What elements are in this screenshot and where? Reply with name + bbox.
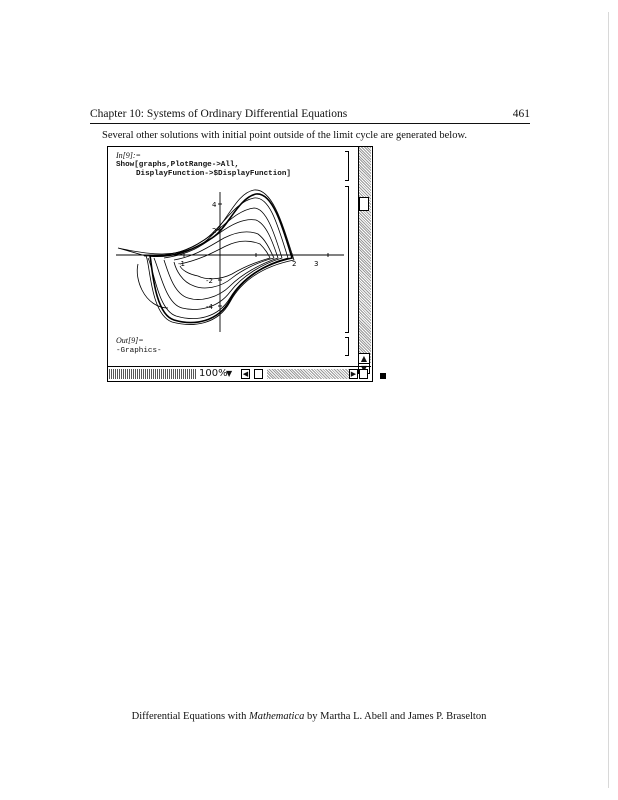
status-bar — [107, 366, 371, 381]
phase-plot — [114, 182, 344, 337]
y-tick-label: 4 — [212, 201, 217, 209]
resize-icon[interactable] — [359, 369, 368, 379]
status-pattern — [109, 369, 197, 379]
y-tick-label: 2 — [212, 227, 217, 235]
chapter-title: Chapter 10: Systems of Ordinary Differential Equations — [90, 108, 348, 120]
y-tick-label: -4 — [206, 303, 213, 311]
code-line-2[interactable]: DisplayFunction->$DisplayFunction] — [136, 170, 291, 178]
limit-cycle — [150, 194, 292, 323]
scroll-right-icon[interactable]: ▶ — [350, 370, 357, 378]
header-rule — [90, 123, 530, 124]
arrow-up-icon[interactable]: ▲ — [358, 353, 370, 364]
input-cell-bracket[interactable] — [345, 151, 349, 181]
chevron-down-icon[interactable]: ▼ — [226, 369, 233, 378]
scroll-left-icon[interactable]: ◀ — [242, 370, 249, 378]
page-number: 461 — [512, 108, 530, 120]
scroll-thumb[interactable] — [359, 197, 369, 211]
vertical-scrollbar[interactable] — [358, 147, 371, 363]
output-cell-bracket[interactable] — [345, 337, 349, 356]
running-header — [90, 108, 530, 122]
body-paragraph: Several other solutions with initial point outside of the limit cycle are generated below. — [102, 130, 467, 141]
x-tick-label: 2 — [292, 260, 297, 268]
x-tick-label: 3 — [314, 260, 319, 268]
footer-text-pre: Differential Equations with — [131, 711, 249, 722]
y-tick-label: -2 — [206, 277, 213, 285]
solution-curve-5 — [174, 232, 274, 288]
x-tick-label: -1 — [178, 260, 185, 268]
output-label: Out[9]= — [116, 336, 144, 345]
horizontal-scrollbar[interactable] — [267, 369, 349, 379]
end-of-example-square — [380, 373, 386, 379]
footer-text-post: by Martha L. Abell and James P. Braselton — [304, 711, 487, 722]
input-label: In[9]:= — [116, 151, 141, 160]
footer-text-italic: Mathematica — [248, 711, 305, 722]
zoom-level[interactable]: 100% — [199, 368, 228, 379]
page-footer — [0, 711, 618, 722]
page-icon[interactable] — [254, 369, 263, 379]
solution-curve-2 — [144, 198, 288, 319]
graphics-cell-bracket[interactable] — [345, 186, 349, 333]
code-line-1[interactable]: Show[graphs,PlotRange->All, — [116, 161, 240, 169]
page-edge — [608, 12, 609, 788]
output-value: -Graphics- — [116, 347, 162, 355]
